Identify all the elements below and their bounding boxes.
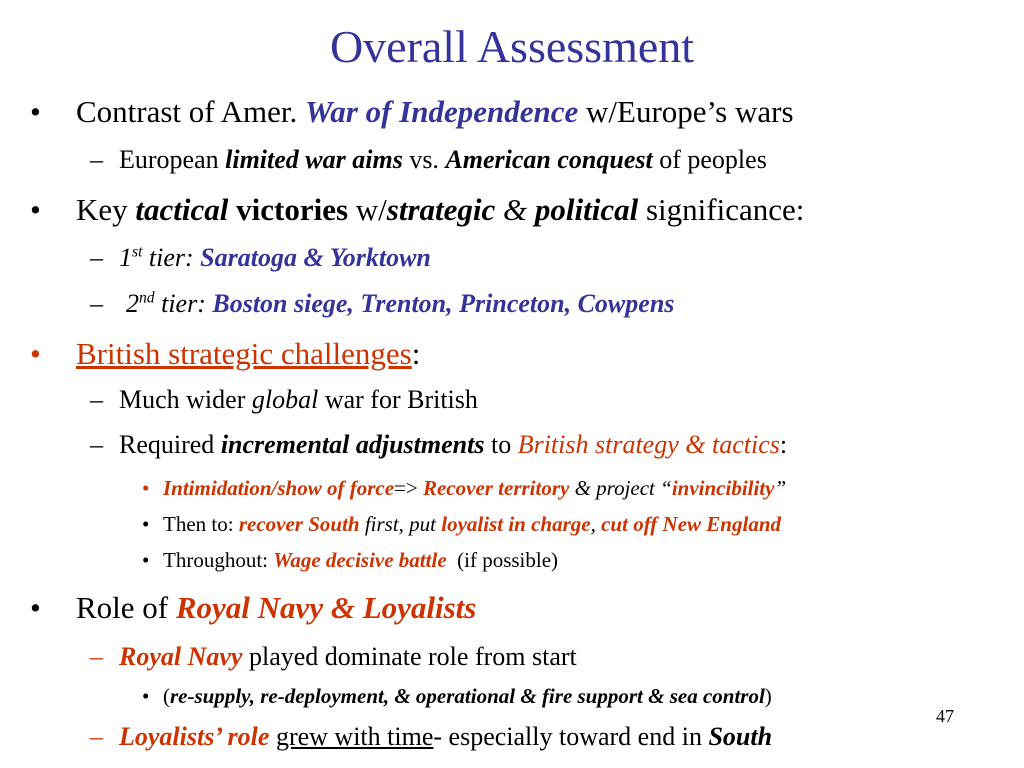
bullet-marker: • bbox=[30, 192, 41, 227]
american-conquest-text: American conquest bbox=[445, 145, 653, 174]
intimidation-text: Intimidation/show of force bbox=[163, 476, 395, 500]
incremental-adjustments-text: incremental adjustments bbox=[220, 430, 485, 459]
subbullet-loyalists-role bbox=[119, 722, 772, 752]
text: Then to: bbox=[163, 512, 239, 536]
limited-war-aims-text: limited war aims bbox=[225, 145, 403, 174]
royal-navy-text: Royal Navy bbox=[119, 642, 243, 671]
loyalists-role-text: Loyalists’ role bbox=[119, 722, 270, 751]
british-strategic-challenges-text: British strategic challenges bbox=[76, 336, 412, 371]
text: & project “ bbox=[569, 476, 672, 500]
text: : bbox=[779, 430, 788, 459]
bullet-marker: • bbox=[30, 590, 41, 625]
invincibility-text: invincibility bbox=[671, 476, 775, 500]
text: to bbox=[484, 430, 518, 459]
bullet-marker: • bbox=[30, 94, 41, 129]
subsubbullet-intimidation bbox=[163, 476, 786, 501]
text: first, put bbox=[359, 512, 442, 536]
victories-text: victories bbox=[228, 192, 349, 227]
dash-marker: – bbox=[90, 385, 103, 414]
dash-marker: – bbox=[90, 430, 103, 459]
slide-title: Overall Assessment bbox=[329, 21, 695, 72]
subsubbullet-decisive-battle bbox=[163, 548, 558, 573]
text: 2 bbox=[126, 289, 139, 318]
text: of peoples bbox=[652, 145, 767, 174]
text: played dominate role from start bbox=[242, 642, 577, 671]
global-text: global bbox=[251, 385, 319, 414]
bullet-contrast bbox=[76, 94, 794, 130]
text: Throughout: bbox=[163, 548, 274, 572]
cut-off-new-england-text: cut off New England bbox=[601, 512, 781, 536]
subbullet-global-war bbox=[119, 385, 478, 415]
subsubbullet-resupply bbox=[163, 684, 772, 709]
text: (if possible) bbox=[446, 548, 559, 572]
text: : bbox=[411, 336, 421, 371]
tier-number bbox=[119, 243, 142, 272]
dash-marker: – bbox=[90, 145, 103, 174]
page-number: 47 bbox=[936, 706, 954, 726]
recover-south-text: recover South bbox=[238, 512, 360, 536]
bullet-marker: • bbox=[142, 476, 150, 500]
south-text: South bbox=[708, 722, 773, 751]
subbullet-second-tier bbox=[126, 289, 674, 319]
subbullet-incremental-adjustments bbox=[119, 430, 787, 460]
war-of-independence-text: War of Independence bbox=[305, 94, 579, 129]
dash-marker: – bbox=[90, 642, 103, 671]
text: 1 bbox=[119, 243, 132, 272]
subsubbullet-recover-south bbox=[163, 512, 781, 537]
subbullet-war-aims bbox=[119, 145, 767, 175]
text: ” bbox=[774, 476, 787, 500]
resupply-text: re-supply, re-deployment, & operational & fire support & sea control bbox=[170, 684, 765, 708]
text: w/ bbox=[348, 192, 387, 227]
text: vs. bbox=[402, 145, 446, 174]
bullet-marker: • bbox=[142, 684, 150, 708]
text: , bbox=[590, 512, 602, 536]
text: Much wider bbox=[119, 385, 252, 414]
text: => bbox=[394, 476, 423, 500]
text: significance: bbox=[638, 192, 805, 227]
strategic-text: strategic bbox=[386, 192, 496, 227]
political-text: political bbox=[534, 192, 639, 227]
royal-navy-loyalists-text: Royal Navy & Loyalists bbox=[175, 590, 477, 625]
dash-marker: – bbox=[90, 243, 103, 272]
text: w/Europe’s wars bbox=[578, 94, 794, 129]
text: - especially toward end in bbox=[433, 722, 709, 751]
british-strategy-text: British strategy & tactics bbox=[517, 430, 780, 459]
bullet-marker: • bbox=[30, 336, 41, 371]
bullet-british-challenges bbox=[76, 336, 420, 372]
text: Key bbox=[76, 192, 136, 227]
text: tier: bbox=[142, 243, 201, 272]
bullet-marker: • bbox=[142, 548, 150, 572]
saratoga-yorktown-text: Saratoga & Yorktown bbox=[200, 243, 431, 272]
tier-number bbox=[126, 289, 155, 318]
grew-with-time-text: grew with time bbox=[275, 722, 434, 751]
recover-territory-text: Recover territory bbox=[422, 476, 570, 500]
subbullet-first-tier bbox=[119, 243, 431, 273]
ordinal-suffix: st bbox=[132, 243, 143, 261]
text: ) bbox=[764, 684, 772, 708]
text: Required bbox=[119, 430, 221, 459]
text: tier: bbox=[154, 289, 213, 318]
dash-marker: – bbox=[90, 289, 103, 318]
text: ( bbox=[163, 684, 170, 708]
loyalist-in-charge-text: loyalist in charge bbox=[441, 512, 591, 536]
bullet-royal-navy-loyalists bbox=[76, 590, 476, 626]
text: European bbox=[119, 145, 226, 174]
text: war for British bbox=[318, 385, 478, 414]
bullet-key-victories bbox=[76, 192, 804, 228]
text: Role of bbox=[76, 590, 176, 625]
battles-list-text: Boston siege, Trenton, Princeton, Cowpens bbox=[212, 289, 675, 318]
text: Contrast of Amer. bbox=[76, 94, 306, 129]
wage-decisive-battle-text: Wage decisive battle bbox=[273, 548, 447, 572]
subbullet-royal-navy-role bbox=[119, 642, 577, 672]
text: & bbox=[495, 192, 535, 227]
tactical-text: tactical bbox=[135, 192, 229, 227]
ordinal-suffix: nd bbox=[139, 289, 155, 307]
bullet-marker: • bbox=[142, 512, 150, 536]
dash-marker: – bbox=[90, 722, 103, 751]
